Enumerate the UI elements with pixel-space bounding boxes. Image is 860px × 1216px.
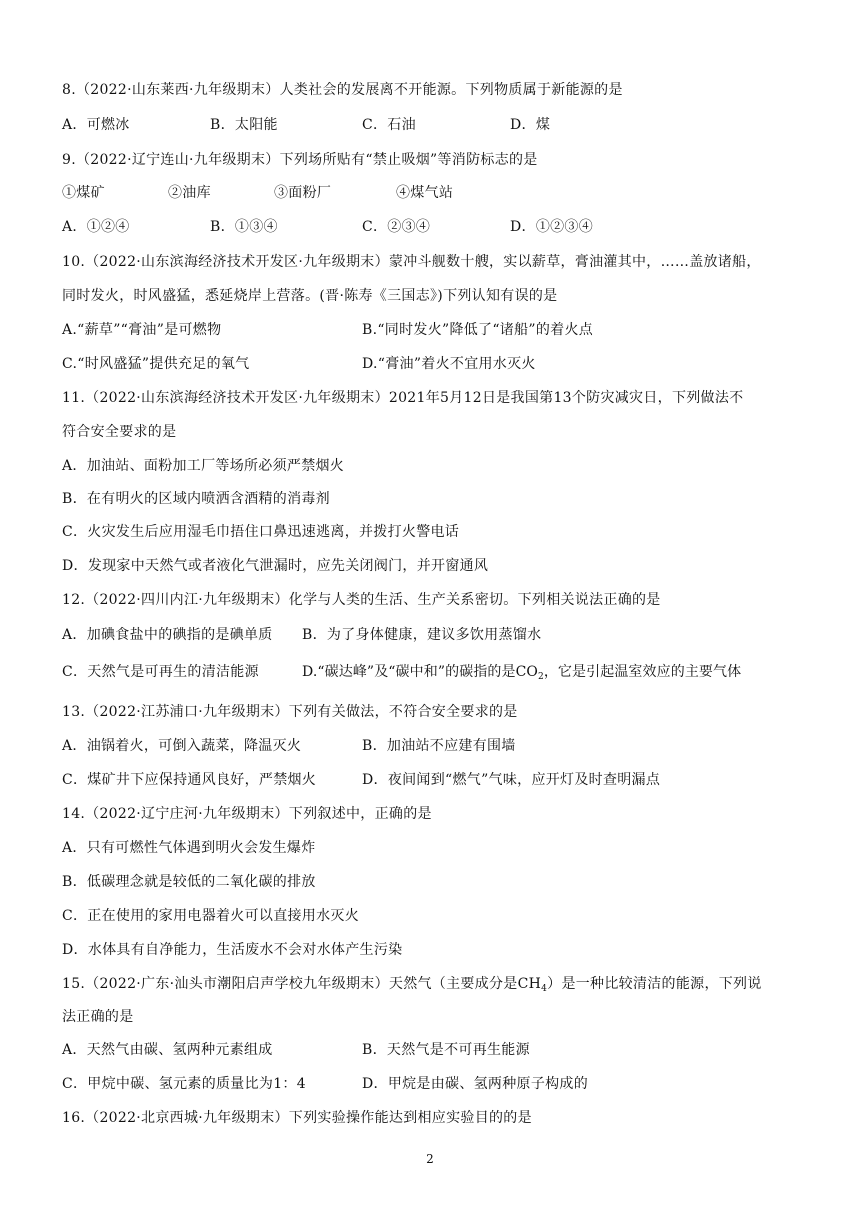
q14-option-b: B．低碳理念就是较低的二氧化碳的排放	[62, 874, 316, 890]
q13-option-a: A．油锅着火，可倒入蔬菜，降温灭火	[62, 738, 302, 754]
q12-option-d-prefix: D.“碳达峰”及“碳中和”的碳指的是	[302, 664, 516, 680]
question-10-stem-line1: 10.（2022·山东滨海经济技术开发区·九年级期末）蒙冲斗舰数十艘，实以薪草，膏油灌其中，……盖放诸船，	[62, 254, 761, 270]
q13-option-c: C．煤矿井下应保持通风良好，严禁烟火	[62, 772, 317, 788]
q10-option-a: A.“薪草”“膏油”是可燃物	[62, 322, 222, 338]
co2-formula-subscript: 2	[538, 672, 544, 682]
q9-item-3: ③面粉厂	[274, 185, 332, 201]
q15-option-a: A．天然气由碳、氢两种元素组成	[62, 1042, 273, 1058]
question-9-stem: 9.（2022·辽宁连山·九年级期末）下列场所贴有“禁止吸烟”等消防标志的是	[62, 152, 538, 168]
q9-option-c: C．②③④	[362, 219, 431, 235]
q8-option-b: B．太阳能	[210, 117, 278, 133]
q9-option-a: A．①②④	[62, 219, 130, 235]
question-8-stem: 8.（2022·山东莱西·九年级期末）人类社会的发展离不开能源。下列物质属于新能源的是	[62, 82, 623, 98]
q15-stem-suffix: ）是一种比较清洁的能源，下列说	[547, 976, 762, 992]
q10-option-c: C.“时风盛猛”提供充足的氧气	[62, 356, 250, 372]
q9-item-4: ④煤气站	[396, 185, 454, 201]
question-15-stem-line2: 法正确的是	[62, 1009, 134, 1025]
q14-option-d: D．水体具有自净能力，生活废水不会对水体产生污染	[62, 942, 403, 958]
co2-formula-base: CO	[515, 664, 538, 680]
question-11-stem-line2: 符合安全要求的是	[62, 424, 177, 440]
q15-option-c: C．甲烷中碳、氢元素的质量比为1：4	[62, 1076, 306, 1092]
q12-option-b: B．为了身体健康，建议多饮用蒸馏水	[302, 627, 542, 643]
q11-option-c: C．火灾发生后应用湿毛巾捂住口鼻迅速逃离，并拨打火警电话	[62, 524, 460, 540]
q12-option-d	[302, 662, 741, 687]
question-13-stem: 13.（2022·江苏浦口·九年级期末）下列有关做法，不符合安全要求的是	[62, 704, 518, 720]
q11-option-b: B．在有明火的区域内喷洒含酒精的消毒剂	[62, 491, 330, 507]
q10-option-b: B.“同时发火”降低了“诸船”的着火点	[362, 322, 594, 338]
q9-option-d: D．①②③④	[510, 219, 594, 235]
co2-formula	[516, 664, 544, 680]
q12-option-d-suffix: ，它是引起温室效应的主要气体	[543, 664, 742, 680]
q9-item-1: ①煤矿	[62, 185, 105, 201]
ch4-subscript: 4	[541, 984, 548, 994]
q9-item-2: ②油库	[168, 185, 211, 201]
q13-option-d: D．夜间闻到“燃气”气味，应开灯及时查明漏点	[362, 772, 661, 788]
question-12-stem: 12.（2022·四川内江·九年级期末）化学与人类的生活、生产关系密切。下列相关说法正确的是	[62, 592, 661, 608]
q8-option-d: D．煤	[510, 117, 551, 133]
q15-option-b: B．天然气是不可再生能源	[362, 1042, 530, 1058]
page-number: 2	[426, 1152, 434, 1166]
q8-option-a: A．可燃冰	[62, 117, 130, 133]
q11-option-a: A．加油站、面粉加工厂等场所必须严禁烟火	[62, 458, 345, 474]
q10-option-d: D.“膏油”着火不宜用水灭火	[362, 356, 536, 372]
q14-option-c: C．正在使用的家用电器着火可以直接用水灭火	[62, 908, 360, 924]
q12-option-a: A．加碘食盐中的碘指的是碘单质	[62, 627, 273, 643]
question-11-stem-line1: 11.（2022·山东滨海经济技术开发区·九年级期末）2021年5月12日是我国第13个防灾减灾日，下列做法不	[62, 390, 744, 406]
q13-option-b: B．加油站不应建有围墙	[362, 738, 516, 754]
q11-option-d: D．发现家中天然气或者液化气泄漏时，应先关闭阀门，并开窗通风	[62, 558, 489, 574]
question-10-stem-line2: 同时发火，时风盛猛，悉延烧岸上营落。(晋·陈寿《三国志》)下列认知有误的是	[62, 288, 558, 304]
q8-option-c: C．石油	[362, 117, 416, 133]
q12-option-c: C．天然气是可再生的清洁能源	[62, 664, 259, 680]
q15-option-d: D．甲烷是由碳、氢两种原子构成的	[362, 1076, 589, 1092]
question-14-stem: 14.（2022·辽宁庄河·九年级期末）下列叙述中，正确的是	[62, 806, 432, 822]
q9-option-b: B．①③④	[210, 219, 278, 235]
q14-option-a: A．只有可燃性气体遇到明火会发生爆炸	[62, 840, 316, 856]
question-15-stem-line1	[62, 974, 762, 999]
question-16-stem: 16.（2022·北京西城·九年级期末）下列实验操作能达到相应实验目的的是	[62, 1110, 532, 1126]
q15-stem-prefix: 15.（2022·广东·汕头市潮阳启声学校九年级期末）天然气（主要成分是CH	[62, 976, 542, 992]
